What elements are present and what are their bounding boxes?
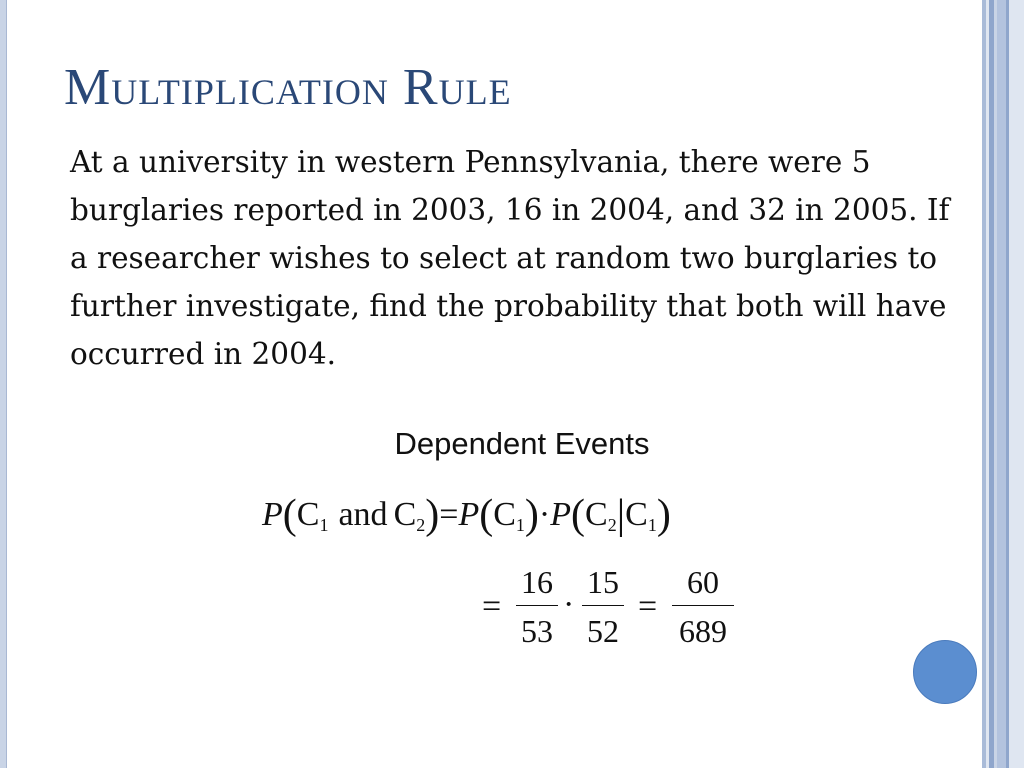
formula-p: P xyxy=(262,496,283,533)
formula-open-paren: ( xyxy=(282,492,297,538)
formula-p: P xyxy=(550,496,572,533)
calc-equals-2: = xyxy=(638,588,658,625)
fraction-bar xyxy=(582,605,624,606)
calc-dot: · xyxy=(563,586,575,623)
fraction-numerator: 15 xyxy=(587,564,619,600)
right-frame-stripes xyxy=(980,0,1024,768)
fraction-denominator: 52 xyxy=(587,613,619,649)
fraction-bar xyxy=(672,605,734,606)
formula-open-paren: ( xyxy=(479,492,494,538)
formula-equals: = xyxy=(439,496,459,533)
formula-given-bar: | xyxy=(616,492,626,538)
subheading-dependent-events: Dependent Events xyxy=(394,426,650,461)
formula-p: P xyxy=(458,496,480,533)
formula-dot: · xyxy=(538,496,551,533)
fraction-60-689 xyxy=(672,562,734,651)
formula-sub: 2 xyxy=(416,515,426,535)
calc-equals-1: = xyxy=(482,588,502,625)
formula-and: and xyxy=(338,496,388,533)
fraction-bar xyxy=(516,605,558,606)
formula-open-paren: ( xyxy=(571,492,586,538)
formula-c: C xyxy=(625,496,648,533)
formula-sub: 1 xyxy=(647,515,657,535)
fraction-15-52 xyxy=(582,562,624,651)
formula-close-paren: ) xyxy=(656,492,671,538)
formula-close-paren: ) xyxy=(524,492,539,538)
formula-c: C xyxy=(393,496,417,533)
problem-text: At a university in western Pennsylvania, there were 5 burglaries reported in 2003, 16 in 2004, and 32 in 2005. If a researcher wishes to select at random two burglaries to further investigate, find the probability that both will have occurred in 2004. xyxy=(70,145,950,371)
formula-c: C xyxy=(493,496,516,533)
slide-title: Multiplication Rule xyxy=(64,59,512,116)
multiplication-rule-formula xyxy=(262,488,671,536)
fraction-16-53 xyxy=(516,562,558,651)
formula-sub: 2 xyxy=(607,515,617,535)
fraction-numerator: 60 xyxy=(687,564,719,600)
formula-c: C xyxy=(585,496,608,533)
formula-c: C xyxy=(296,496,320,533)
formula-close-paren: ) xyxy=(425,492,440,538)
fraction-denominator: 689 xyxy=(679,613,727,649)
fraction-denominator: 53 xyxy=(521,613,553,649)
formula-sub: 1 xyxy=(515,515,525,535)
left-frame-border xyxy=(0,0,7,768)
decorative-circle xyxy=(913,640,977,704)
fraction-numerator: 16 xyxy=(521,564,553,600)
formula-sub: 1 xyxy=(319,515,329,535)
